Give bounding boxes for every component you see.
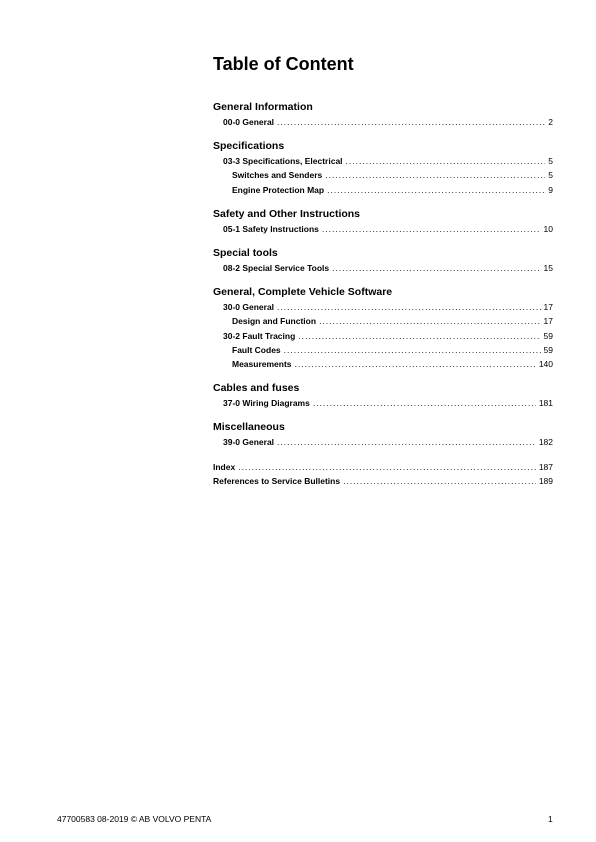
toc-entry-page: 187 [538, 461, 553, 472]
toc-entry-label: Switches and Senders [232, 170, 323, 181]
dot-leader [325, 168, 545, 182]
toc-entry[interactable] [213, 314, 553, 328]
toc-entry-page: 2 [548, 117, 553, 127]
dot-leader [313, 396, 536, 410]
toc-entry-label: 37-0 Wiring Diagrams [223, 398, 310, 409]
toc-entry[interactable] [213, 474, 553, 488]
toc-entry[interactable] [213, 435, 553, 449]
toc-section-heading: Safety and Other Instructions [213, 207, 361, 220]
table-of-contents [213, 100, 553, 488]
toc-entry-label: 39-0 General [223, 437, 275, 448]
toc-section-heading: Cables and fuses [213, 382, 300, 395]
toc-entry-page: 182 [538, 437, 553, 448]
toc-entry[interactable] [213, 115, 553, 129]
toc-entry[interactable] [213, 168, 553, 182]
toc-bottom-entries [213, 460, 553, 488]
dot-leader [322, 222, 541, 236]
toc-entry-page: 140 [538, 359, 553, 370]
toc-entry-label: Engine Protection Map [232, 184, 325, 195]
dot-leader [284, 343, 541, 357]
toc-entry[interactable] [213, 357, 553, 371]
toc-section-heading: Special tools [213, 247, 278, 260]
toc-entry-page: 181 [538, 398, 553, 409]
toc-entry-label: 03-3 Specifications, Electrical [223, 156, 343, 167]
toc-entry-page: 59 [543, 344, 553, 355]
toc-entry-label: 08-2 Special Service Tools [223, 263, 330, 274]
toc-entry[interactable] [213, 343, 553, 357]
toc-section-heading: Miscellaneous [213, 421, 285, 434]
dot-leader [332, 261, 540, 275]
toc-sections [213, 100, 553, 450]
toc-entry[interactable] [213, 154, 553, 168]
dot-leader [346, 154, 546, 168]
toc-entry-page: 10 [543, 223, 553, 234]
toc-entry[interactable] [213, 261, 553, 275]
dot-leader [298, 329, 540, 343]
toc-entry[interactable] [213, 183, 553, 197]
toc-entry-label: Design and Function [232, 316, 317, 327]
toc-entry[interactable] [213, 396, 553, 410]
toc-entry-page: 189 [538, 475, 553, 486]
toc-section-heading: General Information [213, 101, 313, 113]
dot-leader [277, 115, 545, 129]
footer-page-number: 1 [548, 814, 553, 824]
toc-entry[interactable] [213, 329, 553, 343]
toc-entry[interactable] [213, 222, 553, 236]
toc-section-heading: Specifications [213, 140, 285, 153]
toc-section [213, 207, 553, 236]
toc-entry-page: 17 [543, 302, 553, 313]
toc-entry-label: 30-2 Fault Tracing [223, 330, 296, 341]
toc-section [213, 420, 553, 449]
toc-entry[interactable] [213, 460, 553, 474]
toc-entry-label: 05-1 Safety Instructions [223, 223, 319, 234]
toc-entry-label: 30-0 General [223, 302, 275, 313]
dot-leader [295, 357, 536, 371]
toc-entry-page: 59 [543, 330, 553, 341]
toc-entry-label: Index [213, 461, 236, 472]
toc-entry-label: 00-0 General [223, 117, 275, 127]
dot-leader [238, 460, 536, 474]
dot-leader [277, 300, 541, 314]
toc-section-heading: General, Complete Vehicle Software [213, 286, 393, 299]
toc-section [213, 381, 553, 410]
toc-section [213, 285, 553, 371]
footer-doc-info: 47700583 08-2019 © AB VOLVO PENTA [57, 814, 212, 824]
dot-leader [319, 314, 540, 328]
toc-entry-label: Fault Codes [232, 344, 281, 355]
dot-leader [277, 435, 536, 449]
toc-entry-label: Measurements [232, 359, 292, 370]
toc-entry-page: 17 [543, 316, 553, 327]
toc-entry[interactable] [213, 300, 553, 314]
toc-section [213, 100, 553, 129]
toc-entry-label: References to Service Bulletins [213, 475, 341, 486]
toc-entry-page: 5 [548, 156, 553, 167]
toc-section [213, 246, 553, 275]
toc-entry-page: 15 [543, 263, 553, 274]
toc-section [213, 139, 553, 197]
page-title: Table of Content [213, 54, 354, 74]
dot-leader [327, 183, 545, 197]
toc-entry-page: 9 [548, 184, 553, 195]
toc-entry-page: 5 [548, 170, 553, 181]
dot-leader [343, 474, 536, 488]
